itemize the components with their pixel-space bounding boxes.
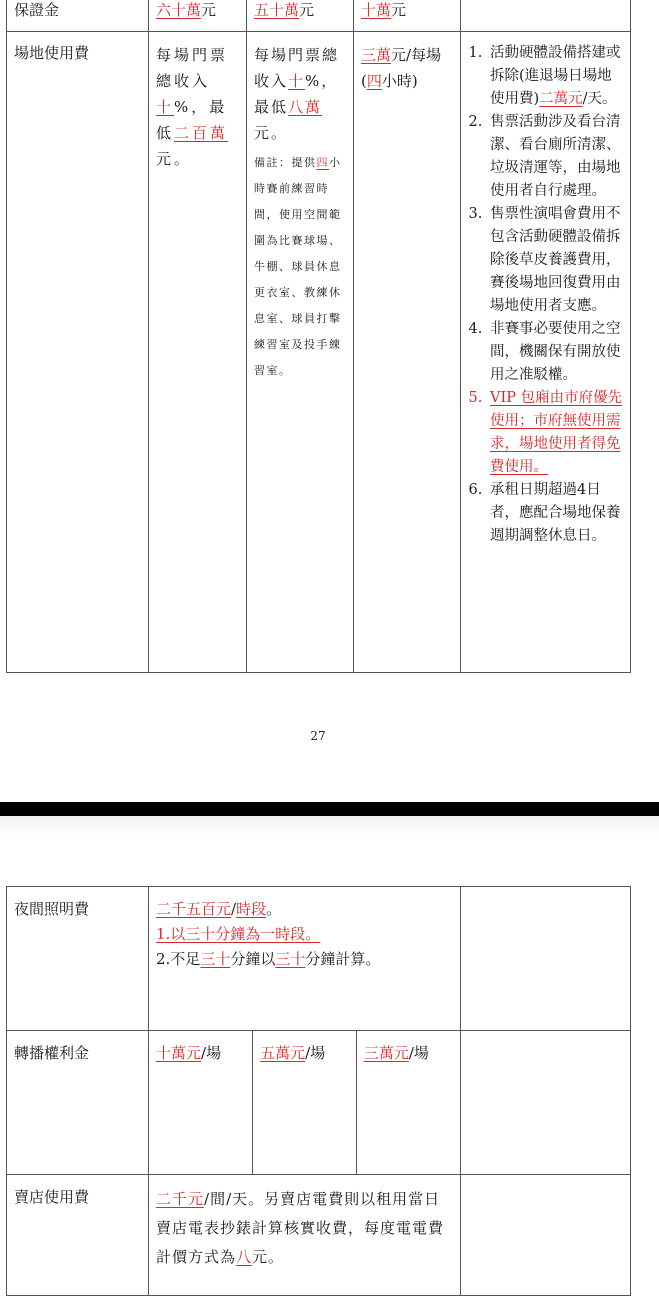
venue-fee-list [465,42,624,548]
guarantee-row [7,0,631,32]
venue-fee-row [7,32,631,673]
shop-fee-label: 賣店使用費 [14,1188,90,1206]
venue-fee-col4: 三萬元/每場(四小時) [361,46,442,90]
shop-fee-content: 二千元/間/天。另賣店電費則以租用當日賣店電表抄錶計算核實收費，每度電電費計價方式為八元。 [156,1190,445,1266]
night-lighting-row [7,887,631,1031]
broadcast-fee-col2: 五萬元/場 [260,1044,326,1062]
broadcast-fee-col1: 十萬元/場 [156,1044,222,1062]
venue-fee-col2: 每場門票總收入十%，最低二百萬元。 [156,46,229,168]
fee-table-page1 [6,0,631,673]
broadcast-fee-row [7,1031,631,1175]
guarantee-col2: 六十萬元 [156,1,217,19]
venue-fee-label: 場地使用費 [14,44,90,62]
list-item: 3. 售票性演唱會費用不包含活動硬體設備拆除後草皮養護費用，賽後場地回復費用由場地使用者支應。 [487,203,624,318]
night-lighting-content: 二千五百元/時段。 1.以三十分鐘為一時段。 2.不足三十分鐘以三十分鐘計算。 [156,900,381,968]
guarantee-label: 保證金 [14,1,60,19]
page-number: 27 [310,729,326,743]
fee-table-page2 [6,886,631,1296]
broadcast-fee-col3: 三萬元/場 [363,1044,429,1062]
list-item: 2. 售票活動涉及看台清潔、看台廁所清潔、垃圾清運等，由場地使用者自行處理。 [487,111,624,203]
broadcast-fee-inner [149,1031,460,1174]
shop-fee-row [7,1175,631,1296]
venue-fee-col3: 每場門票總收入十%，最低八萬元。 備註：提供四小時賽前練習時間，使用空間範圍為比賽球場、牛棚、球員休息更衣室、教練休息室、球員打擊練習室及投手練習室。 [247,32,353,390]
guarantee-col4: 十萬元 [361,1,407,19]
venue-fee-note: 備註：提供四小時賽前練習時間，使用空間範圍為比賽球場、牛棚、球員休息更衣室、教練休息室、球員打擊練習室及投手練習室。 [254,156,342,377]
list-item: 1. 活動硬體設備搭建或拆除(進退場日場地使用費)二萬元/天。 [487,42,624,111]
venue-fee-notes [461,32,630,554]
page-separator [0,802,659,816]
guarantee-col3: 五十萬元 [254,1,315,19]
page-top-shadow [0,816,659,840]
night-lighting-label: 夜間照明費 [14,900,90,918]
list-item: 4. 非賽事必要使用之空間，機關保有開放使用之准駁權。 [487,318,624,387]
broadcast-fee-label: 轉播權利金 [14,1044,90,1062]
list-item: 6. 承租日期超過4日者，應配合場地保養週期調整休息日。 [487,479,624,548]
list-item: 5. VIP 包廂由市府優先使用；市府無使用需求，場地使用者得免費使用。 [487,387,624,479]
